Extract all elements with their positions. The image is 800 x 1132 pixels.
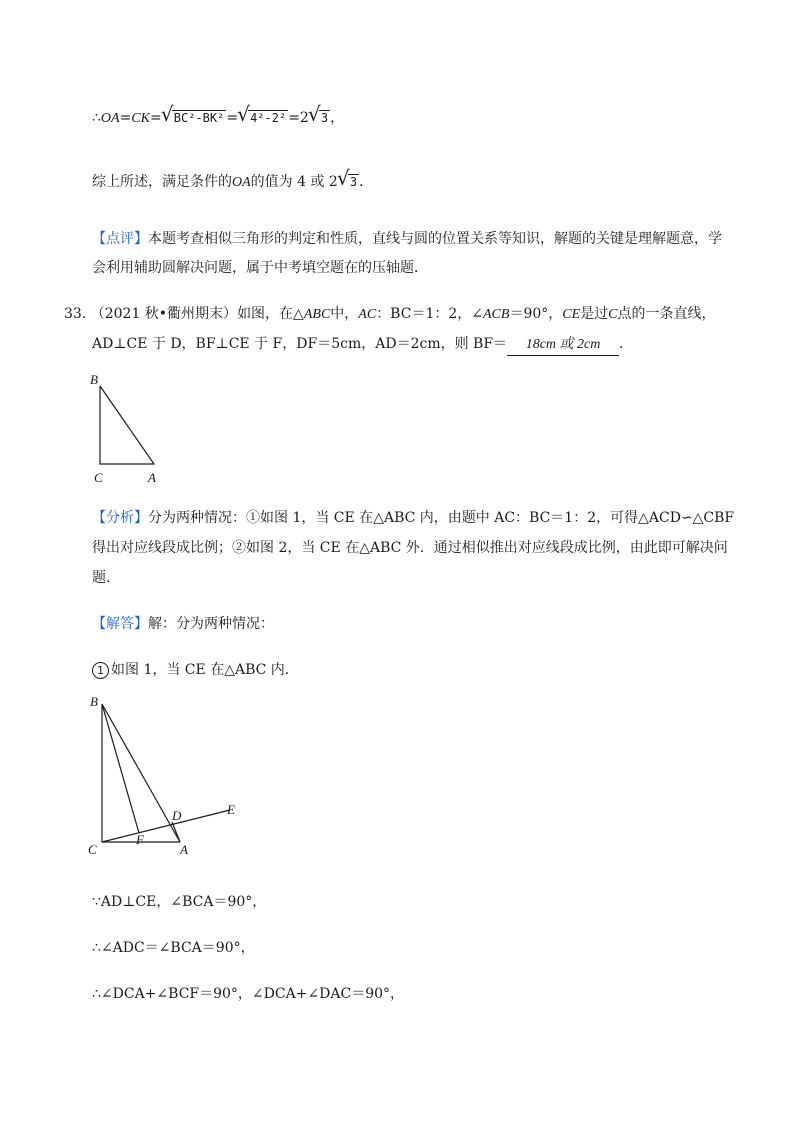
analysis-tag: 【分析】 [92,510,148,526]
label-b: B [90,372,98,387]
equation-line: ∴OA=CK=√ BC²-BK² =√ 4²-2² =2√ 3 ， [92,108,344,129]
label-a: A [180,842,188,857]
analysis-line-1: 【分析】分为两种情况：①如图 1，当 CE 在△ABC 内，由题中 AC：BC＝1：2，可得△ACD∽△CBF [92,510,735,526]
step-line-1: ∵AD⊥CE，∠BCA＝90°， [92,894,267,910]
question-33-line-2: AD⊥CE 于 D，BF⊥CE 于 F，DF＝5cm，AD＝2cm，则 BF＝ 18cm 或 2cm ． [92,334,633,356]
radical-3: √ 3 [310,108,330,128]
answer-blank: 18cm 或 2cm [507,335,619,356]
comment-line-1: 【点评】本题考查相似三角形的判定和性质，直线与圆的位置关系等知识，解题的关键是理解题意，学 [92,231,722,247]
label-e: E [227,802,235,817]
solution-tag: 【解答】 [92,616,148,632]
case-1-line: 1 如图 1，当 CE 在△ABC 内． [92,660,299,680]
label-d: D [172,808,182,823]
step-line-3: ∴∠DCA+∠BCF＝90°，∠DCA+∠DAC＝90°， [92,986,405,1002]
radical-1: √ BC²-BK² [163,108,227,128]
analysis-line-2: 得出对应线段成比例；②如图 2，当 CE 在△ABC 外．通过相似推出对应线段成比例，由此即可解决问 [92,540,728,556]
label-f: F [136,832,144,847]
figure-1-ce-inside [84,692,264,862]
therefore-symbol: ∴ [92,110,101,126]
radical-summary: √ 3 [339,172,359,192]
comment-tag: 【点评】 [92,231,148,247]
step-line-2: ∴∠ADC＝∠BCA＝90°， [92,940,255,956]
summary-line: 综上所述，满足条件的OA的值为 4 或 2√ 3 ． [92,172,373,193]
solution-line: 【解答】解：分为两种情况： [92,616,274,632]
radical-2: √ 4²-2² [239,108,288,128]
circled-number: 1 [92,662,109,679]
figure-triangle-abc [86,372,176,492]
question-number: 33. [64,306,87,322]
question-33-line-1: 33. （2021 秋•衢州期末）如图，在△ABC中，AC：BC＝1：2，∠ACB＝90°，CE是过C点的一条直线， [64,306,716,322]
label-c: C [88,842,97,857]
comment-line-2: 会利用辅助圆解决问题，属于中考填空题在的压轴题． [92,260,428,276]
label-a: A [148,470,156,485]
label-b: B [90,694,98,709]
analysis-line-3: 题． [92,570,120,586]
label-c: C [94,470,103,485]
